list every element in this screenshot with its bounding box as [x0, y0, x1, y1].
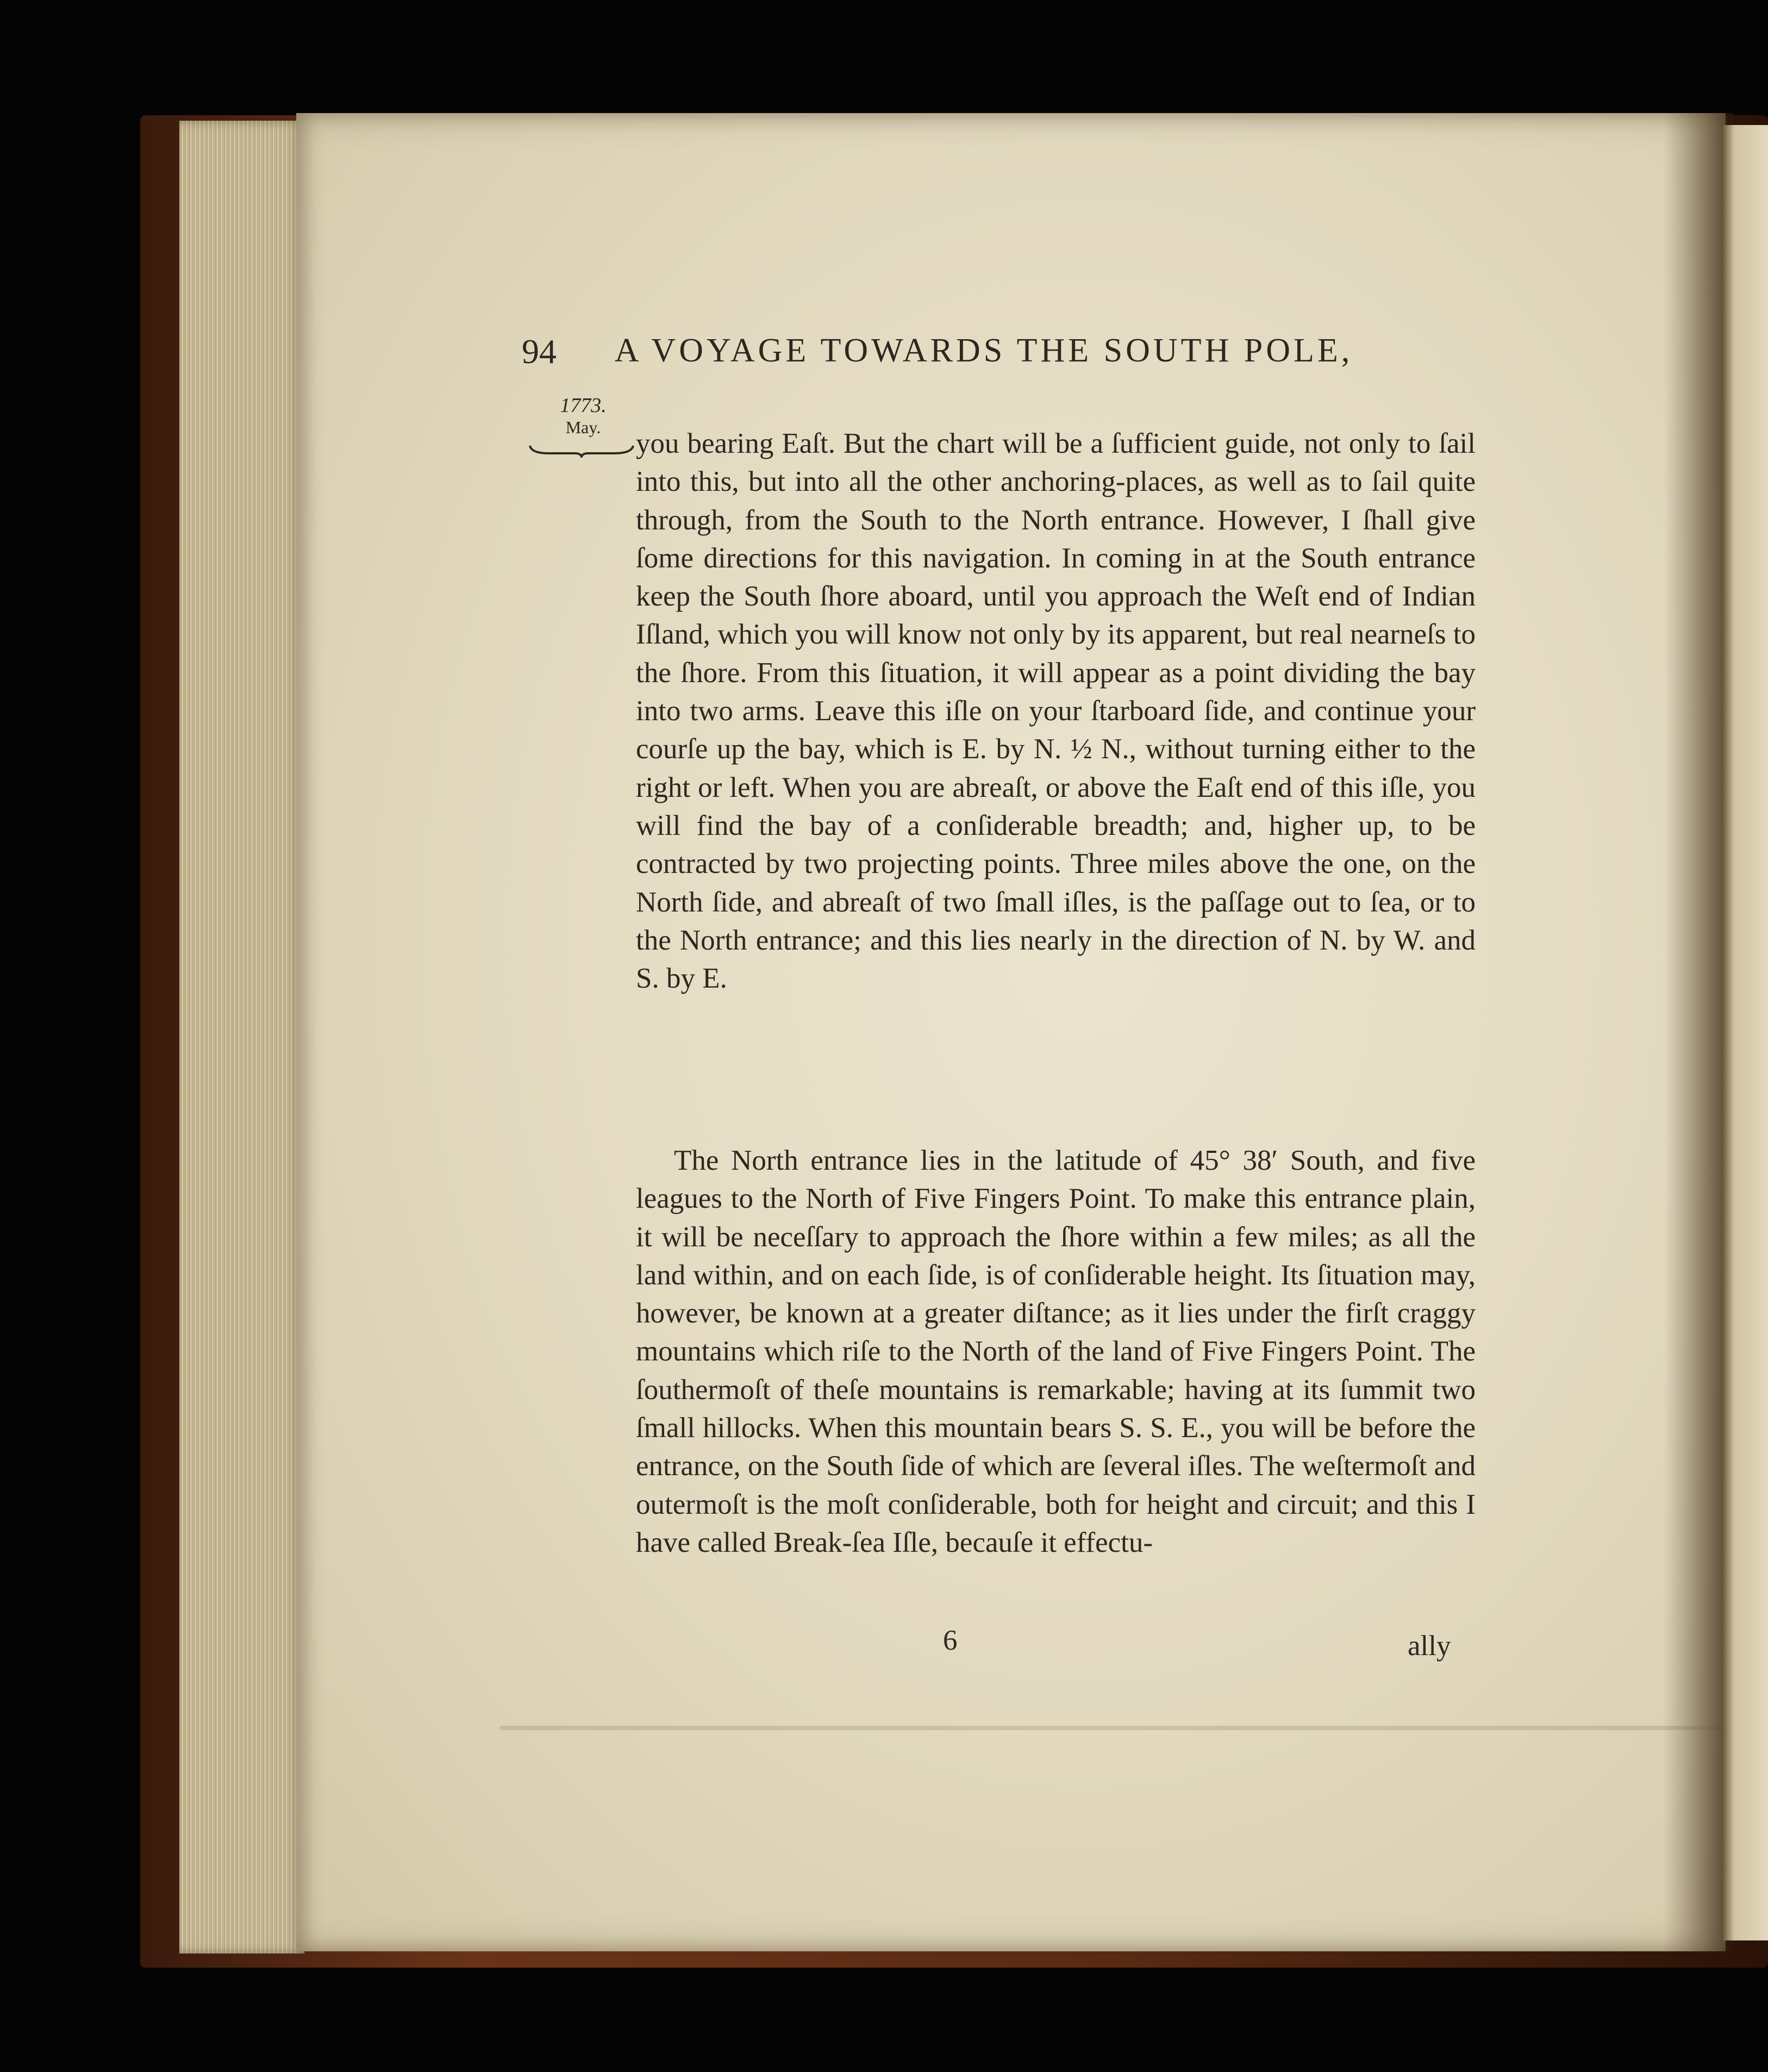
page-number: 94: [522, 332, 557, 371]
sidenote-month: May.: [565, 417, 601, 437]
page-edges: [179, 121, 304, 1954]
plate-mark: [500, 1726, 1726, 1730]
signature-mark: 6: [943, 1625, 958, 1656]
paragraph-1: you bearing Eaſt. But the chart will be a ſufficient guide, not only to ſail into this, but into all the other anchoring-places, as well as to ſail quite through, from the South to the North entrance. However, I ſhall give ſome directions for this navigation. In coming in at the South entrance keep the South ſhore aboard, until you approach the Weſt end of Indian Iſland, which you will know not only by its apparent, but real nearneſs to the ſhore. From this ſituation, it will appear as a point dividing the bay into two arms. Leave this iſle on your ſtarboard ſide, and continue your courſe up the bay, which is E. by N. ½ N., without turning either to the right or left. When you are abreaſt, or above the Eaſt end of this iſle, you will find the bay of a conſiderable breadth; and, higher up, to be contracted by two projecting points. Three miles above the one, on the North ſide, and abreaſt of two ſmall iſles, is the paſſage out to ſea, or to the North entrance; and this lies nearly in the direction of N. by W. and S. by E.: [636, 428, 1476, 995]
facing-page-edge: [1723, 125, 1768, 1940]
sidenote-brace-icon: [527, 441, 636, 458]
catchword: ally: [1408, 1630, 1451, 1662]
paragraph-2: The North entrance lies in the latitude of 45° 38′ South, and five leagues to the North of Five Fingers Point. To make this entrance plain, it will be neceſſary to approach the ſhore within a few miles; as all the land within, and on each ſide, is of conſiderable height. Its ſituation may, however, be known at a greater diſtance; as it lies under the firſt craggy mountains which riſe to the North of the land of Five Fingers Point. The ſouthermoſt of theſe mountains is remarkable; having at its ſummit two ſmall hillocks. When this mountain bears S. S. E., you will be before the entrance, on the South ſide of which are ſeveral iſles. The weſtermoſt and outermoſt is the moſt conſiderable, both for height and circuit; and this I have called Break-ſea Iſle, becauſe it effectu-: [636, 1145, 1476, 1558]
running-title: A VOYAGE TOWARDS THE SOUTH POLE,: [614, 332, 1353, 369]
book-page: [296, 113, 1726, 1951]
sidenote-year: 1773.: [560, 394, 607, 417]
